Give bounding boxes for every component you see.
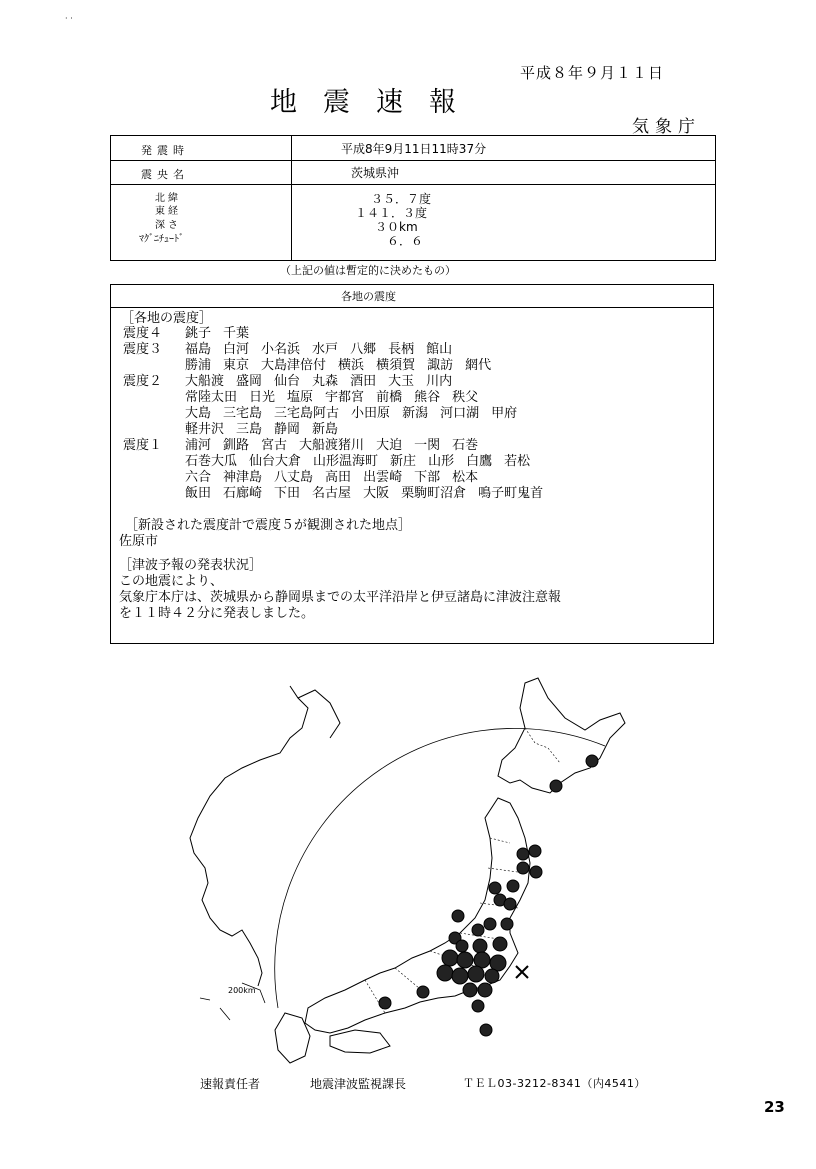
intensity-row	[185, 454, 542, 470]
place: 飯田	[185, 486, 212, 501]
place: 勝浦	[185, 358, 212, 373]
responsible-label: 速報責任者	[200, 1077, 261, 1091]
place: 諏訪	[427, 358, 454, 373]
magnitude-value: ６．６	[387, 234, 424, 248]
place: 釧路	[223, 438, 250, 453]
intensity-row	[185, 486, 555, 502]
intensity-level-label: 震度２	[123, 374, 163, 389]
place: 甲府	[491, 406, 518, 421]
kyushu-coastline	[275, 1013, 310, 1063]
new-meter-place: 佐原市	[119, 534, 159, 549]
place: 大島	[185, 406, 212, 421]
place: 前橋	[376, 390, 403, 405]
place: 八郷	[350, 342, 377, 357]
longitude-value: １４１．３度	[355, 206, 428, 220]
mainland-coastline	[190, 686, 308, 986]
epicenter-x-icon	[516, 966, 528, 978]
place: 熊谷	[414, 390, 441, 405]
place: 八丈島	[274, 470, 314, 485]
intensity-level-label: 震度４	[123, 326, 163, 341]
intensity-section-title: ［各地の震度］	[121, 311, 213, 326]
place: 川内	[426, 374, 453, 389]
place: 酒田	[350, 374, 377, 389]
place: 大船渡猪川	[299, 438, 365, 453]
place: 浦河	[185, 438, 212, 453]
page-number: 23	[764, 1098, 785, 1116]
place: 仙台大倉	[249, 454, 302, 469]
place: 日光	[249, 390, 276, 405]
intensity-row	[123, 342, 464, 358]
time-label: 発震時	[141, 144, 189, 157]
place: 石巻	[452, 438, 479, 453]
report-date: 平成８年９月１１日	[520, 64, 665, 82]
place: 小田原	[351, 406, 391, 421]
tsunami-title: ［津波予報の発表状況］	[119, 558, 263, 573]
place: 長柄	[388, 342, 415, 357]
place: 大迫	[376, 438, 403, 453]
place: 鳴子町鬼首	[478, 486, 544, 501]
depth-label: 深さ	[155, 220, 181, 231]
place: 名古屋	[312, 486, 352, 501]
place: 新島	[312, 422, 339, 437]
latitude-value: ３５．７度	[371, 192, 432, 206]
honshu-coastline	[305, 798, 530, 1033]
intensity-row	[123, 374, 464, 390]
place: 下田	[274, 486, 301, 501]
latitude-label: 北緯	[155, 193, 181, 204]
intensity-row	[185, 470, 490, 486]
agency-name: 気象庁	[632, 117, 701, 137]
place: 六合	[185, 470, 212, 485]
place: 盛岡	[236, 374, 263, 389]
place: 宮古	[261, 438, 288, 453]
place: 軽井沢	[185, 422, 225, 437]
responsible-section: 地震津波監視課長	[310, 1077, 407, 1091]
place: 石巻大瓜	[185, 454, 238, 469]
intensity-row	[185, 390, 490, 406]
place: 出雲崎	[363, 470, 403, 485]
magnitude-label: ﾏｸﾞﾆﾁｭｰﾄﾞ	[139, 234, 184, 245]
place: 松本	[452, 470, 479, 485]
place: 大船渡	[185, 374, 225, 389]
intensity-level-label: 震度１	[123, 438, 163, 453]
place: 銚子	[185, 326, 212, 341]
place: 三宅島阿古	[274, 406, 340, 421]
intensity-markers	[379, 755, 598, 1036]
place: 塩原	[287, 390, 314, 405]
place: 下部	[414, 470, 441, 485]
intensity-box-title: 各地の震度	[341, 290, 396, 303]
place: 若松	[504, 454, 531, 469]
place: 常陸太田	[185, 390, 238, 405]
place: 三島	[236, 422, 263, 437]
place: 新潟	[402, 406, 429, 421]
intensity-row	[123, 438, 490, 454]
place: 仙台	[274, 374, 301, 389]
place: 一関	[414, 438, 441, 453]
place: 横須賀	[376, 358, 416, 373]
place: 山形温海町	[313, 454, 379, 469]
place: 網代	[465, 358, 492, 373]
place: 河口湖	[440, 406, 480, 421]
place: 東京	[223, 358, 250, 373]
intensity-level-label: 震度３	[123, 342, 163, 357]
map-scale-label: 200km	[228, 986, 256, 995]
place: 千葉	[223, 326, 250, 341]
intensity-row	[185, 422, 350, 438]
hokkaido-coastline	[498, 678, 625, 793]
tsunami-text: この地震により、	[119, 574, 224, 589]
place: 館山	[426, 342, 453, 357]
place: 石廊崎	[223, 486, 263, 501]
distance-arc	[275, 728, 605, 1008]
epicenter-label: 震央名	[141, 168, 189, 181]
place: 神津島	[223, 470, 263, 485]
place: 山形	[428, 454, 455, 469]
time-value: 平成8年9月11日11時37分	[341, 142, 487, 156]
place: 大阪	[363, 486, 390, 501]
scan-dots: · ·	[65, 14, 73, 23]
page-title: 地震速報	[270, 87, 482, 118]
longitude-label: 東経	[155, 206, 181, 217]
intensity-row	[185, 406, 529, 422]
place: 丸森	[312, 374, 339, 389]
telephone: ＴＥＬ03-3212-8341（内4541）	[463, 1077, 646, 1090]
place: 新庄	[390, 454, 417, 469]
place: 白河	[223, 342, 250, 357]
quake-info-table	[110, 135, 716, 261]
place: 高田	[325, 470, 352, 485]
tsunami-text: を１１時４２分に発表しました。	[119, 606, 315, 621]
depth-value: ３０km	[375, 220, 418, 234]
place: 栗駒町沼倉	[401, 486, 467, 501]
new-meter-title: ［新設された震度計で震度５が観測された地点］	[125, 518, 412, 533]
epicenter-map	[180, 668, 650, 1068]
place: 小名浜	[261, 342, 301, 357]
place: 横浜	[338, 358, 365, 373]
epicenter-value: 茨城県沖	[351, 166, 400, 180]
shikoku-coastline	[330, 1030, 390, 1053]
intensity-box	[110, 284, 714, 644]
intensity-row	[123, 326, 261, 342]
place: 大島津倍付	[261, 358, 327, 373]
provisional-note: （上記の値は暫定的に決めたもの）	[280, 264, 456, 277]
place: 宇都宮	[325, 390, 365, 405]
place: 大玉	[388, 374, 415, 389]
tsunami-text: 気象庁本庁は、茨城県から静岡県までの太平洋沿岸と伊豆諸島に津波注意報	[119, 590, 562, 605]
place: 水戸	[312, 342, 339, 357]
place: 静岡	[274, 422, 301, 437]
place: 三宅島	[223, 406, 263, 421]
place: 白鷹	[466, 454, 493, 469]
place: 福島	[185, 342, 212, 357]
place: 秩父	[452, 390, 479, 405]
intensity-row	[185, 358, 503, 374]
